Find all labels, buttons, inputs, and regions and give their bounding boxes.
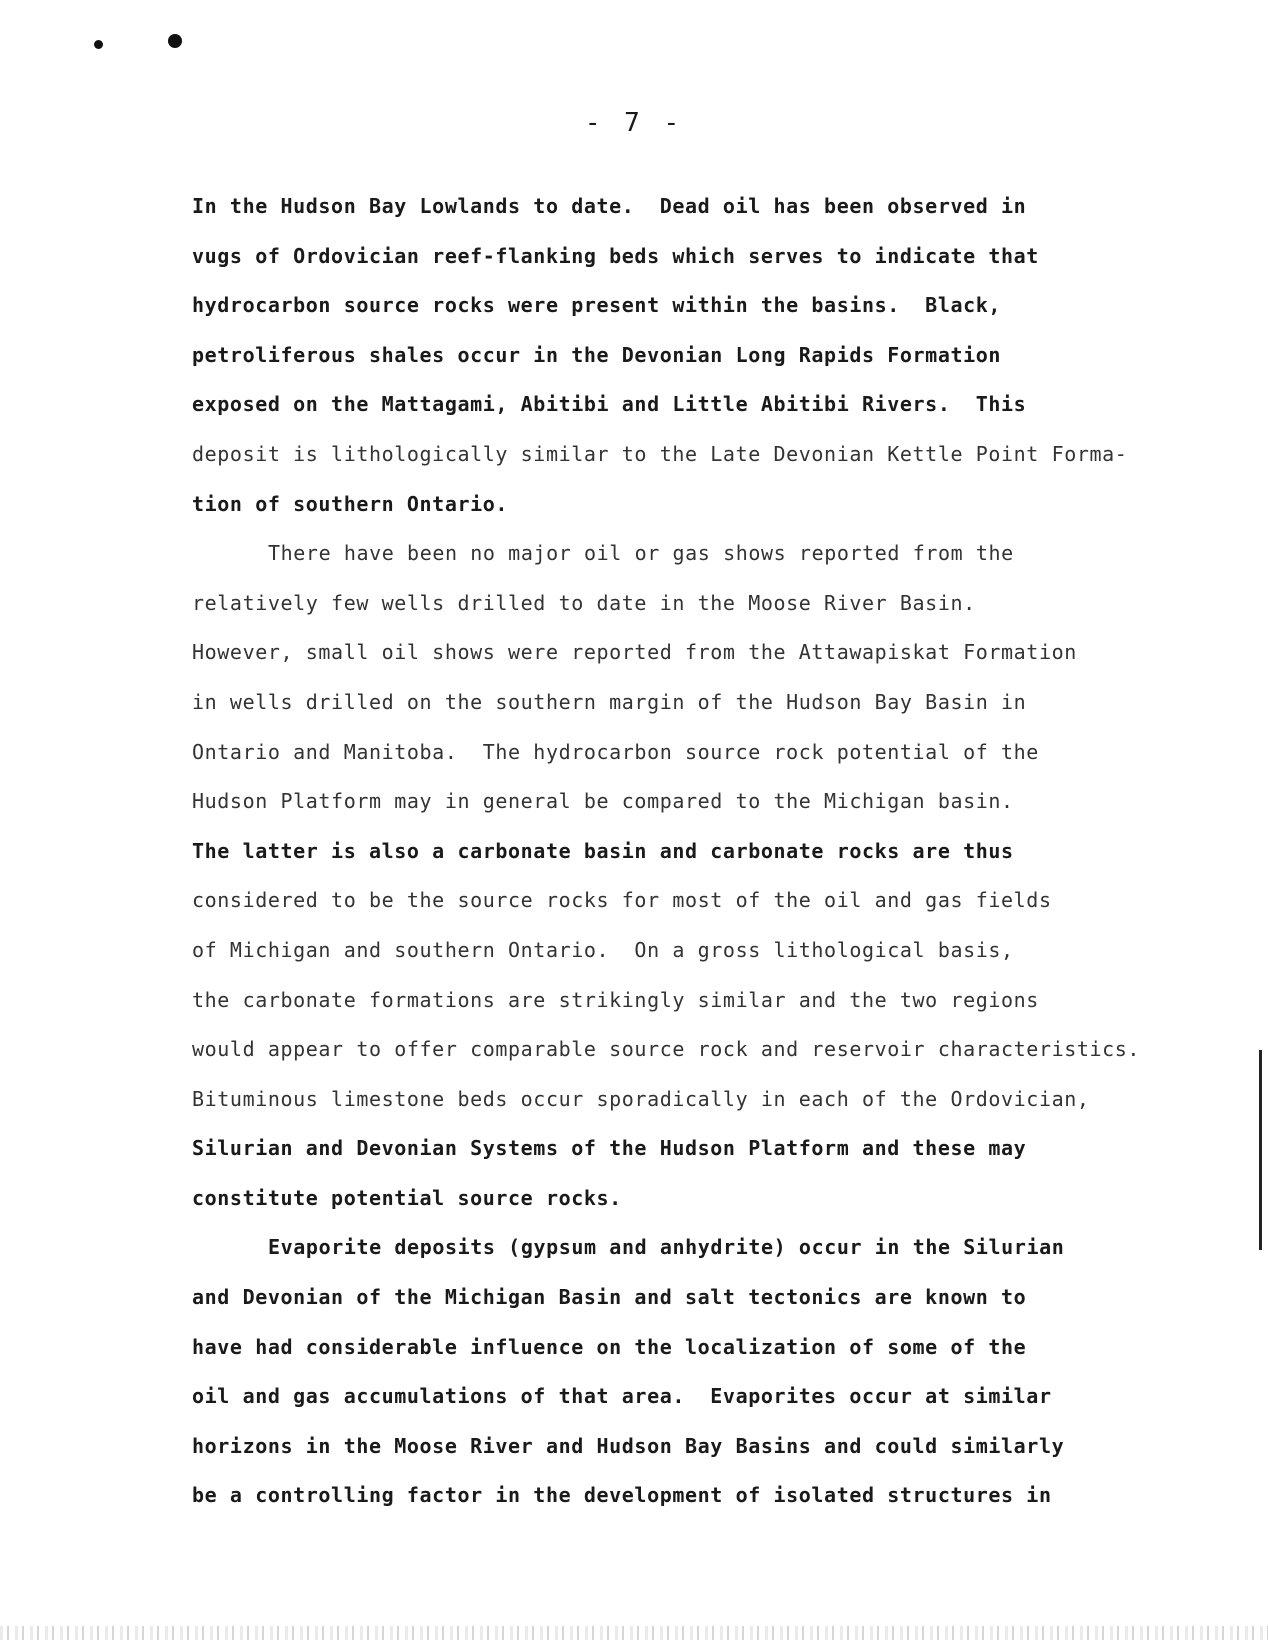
text-line: constitute potential source rocks. bbox=[192, 1185, 622, 1210]
text-line: The latter is also a carbonate basin and carbonate rocks are thus bbox=[192, 838, 1014, 863]
text-line: In the Hudson Bay Lowlands to date. Dead oil has been observed in bbox=[192, 194, 1027, 218]
scan-edge-mark bbox=[1259, 1050, 1262, 1250]
text-line: have had considerable influence on the localization of some of the bbox=[192, 1334, 1027, 1359]
text-line: tion of southern Ontario. bbox=[192, 491, 509, 516]
text-line: exposed on the Mattagami, Abitibi and Little Abitibi Rivers. This bbox=[192, 392, 1027, 417]
scan-smudge-mark bbox=[168, 34, 182, 48]
text-line: and Devonian of the Michigan Basin and salt tectonics are known to bbox=[192, 1285, 1027, 1310]
text-line: Silurian and Devonian Systems of the Hudson Platform and these may bbox=[192, 1136, 1027, 1161]
text-line: of Michigan and southern Ontario. On a gross lithological basis, bbox=[192, 937, 1014, 962]
text-line: Bituminous limestone beds occur sporadically in each of the Ordovician, bbox=[192, 1086, 1090, 1111]
text-line: would appear to offer comparable source rock and reservoir characteristics. bbox=[192, 1037, 1141, 1062]
text-line: horizons in the Moose River and Hudson Bay Basins and could similarly bbox=[192, 1433, 1065, 1458]
text-line: vugs of Ordovician reef-flanking beds which serves to indicate that bbox=[192, 243, 1039, 268]
text-line: oil and gas accumulations of that area. Evaporites occur at similar bbox=[192, 1384, 1052, 1409]
scan-noise-strip bbox=[0, 1626, 1268, 1640]
text-line: the carbonate formations are strikingly similar and the two regions bbox=[192, 987, 1039, 1012]
text-line: hydrocarbon source rocks were present within the basins. Black, bbox=[192, 293, 1002, 318]
text-line: considered to be the source rocks for most of the oil and gas fields bbox=[192, 888, 1052, 913]
text-line: Ontario and Manitoba. The hydrocarbon source rock potential of the bbox=[192, 739, 1039, 764]
text-line: Hudson Platform may in general be compared to the Michigan basin. bbox=[192, 789, 1014, 814]
text-line: There have been no major oil or gas shows reported from the bbox=[268, 541, 1014, 566]
text-line: deposit is lithologically similar to the Late Devonian Kettle Point Forma- bbox=[192, 441, 1128, 466]
text-line: petroliferous shales occur in the Devonian Long Rapids Formation bbox=[192, 342, 1002, 367]
text-line: relatively few wells drilled to date in the Moose River Basin. bbox=[192, 590, 976, 615]
text-line: in wells drilled on the southern margin of the Hudson Bay Basin in bbox=[192, 689, 1027, 714]
text-line: However, small oil shows were reported from the Attawapiskat Formation bbox=[192, 640, 1077, 665]
page-number: - 7 - bbox=[584, 108, 684, 138]
body-text bbox=[192, 182, 1152, 1521]
text-line: be a controlling factor in the development of isolated structures in bbox=[192, 1483, 1052, 1508]
scan-smudge-mark bbox=[94, 40, 103, 49]
text-line: Evaporite deposits (gypsum and anhydrite) occur in the Silurian bbox=[268, 1235, 1065, 1260]
